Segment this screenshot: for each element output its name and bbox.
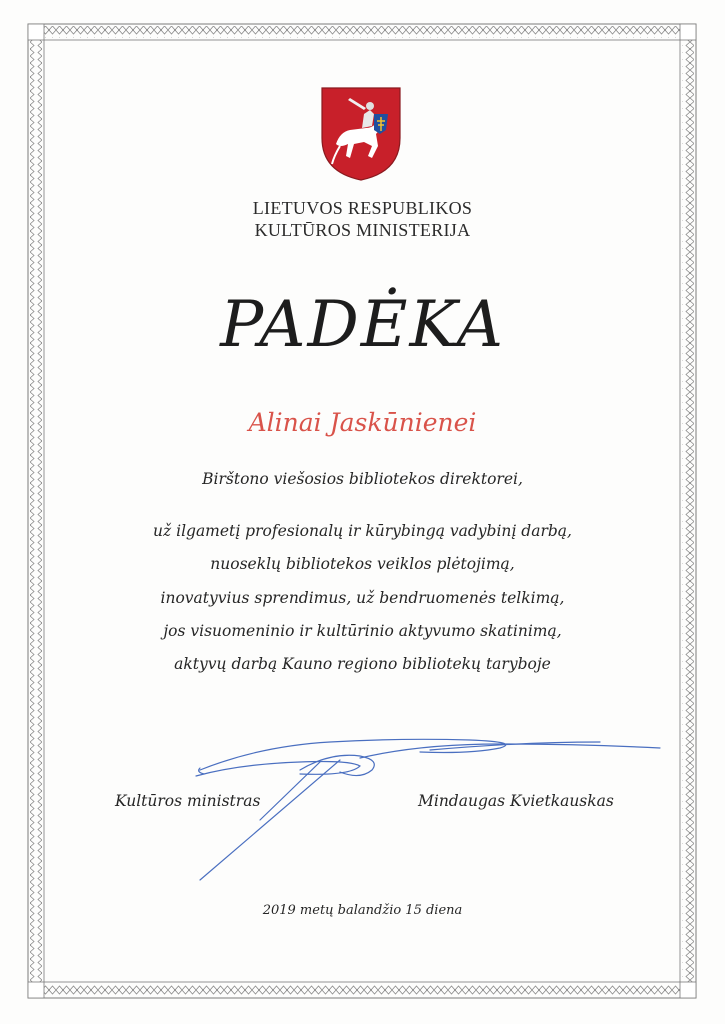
body-line: aktyvų darbą Kauno regiono bibliotekų taryboje bbox=[174, 655, 551, 673]
ministry-line-2: KULTŪROS MINISTERIJA bbox=[254, 220, 471, 240]
body-line: jos visuomeninio ir kultūrinio aktyvumo skatinimą, bbox=[163, 622, 562, 640]
body-line: už ilgametį profesionalų ir kūrybingą vadybinį darbą, bbox=[153, 522, 572, 540]
body-line: nuoseklų bibliotekos veiklos plėtojimą, bbox=[210, 555, 515, 573]
issue-date: 2019 metų balandžio 15 diena bbox=[262, 903, 463, 918]
signatory-position: Kultūros ministras bbox=[115, 792, 261, 810]
ministry-line-1: LIETUVOS RESPUBLIKOS bbox=[252, 198, 473, 218]
certificate-title: PADĖKA bbox=[220, 288, 505, 362]
body-line: Birštono viešosios bibliotekos direktorei, bbox=[202, 470, 523, 488]
signatory-name: Mindaugas Kvietkauskas bbox=[418, 792, 614, 810]
body-line: inovatyvius sprendimus, už bendruomenės telkimą, bbox=[160, 589, 565, 607]
recipient-name: Alinai Jaskūnienei bbox=[248, 408, 477, 437]
